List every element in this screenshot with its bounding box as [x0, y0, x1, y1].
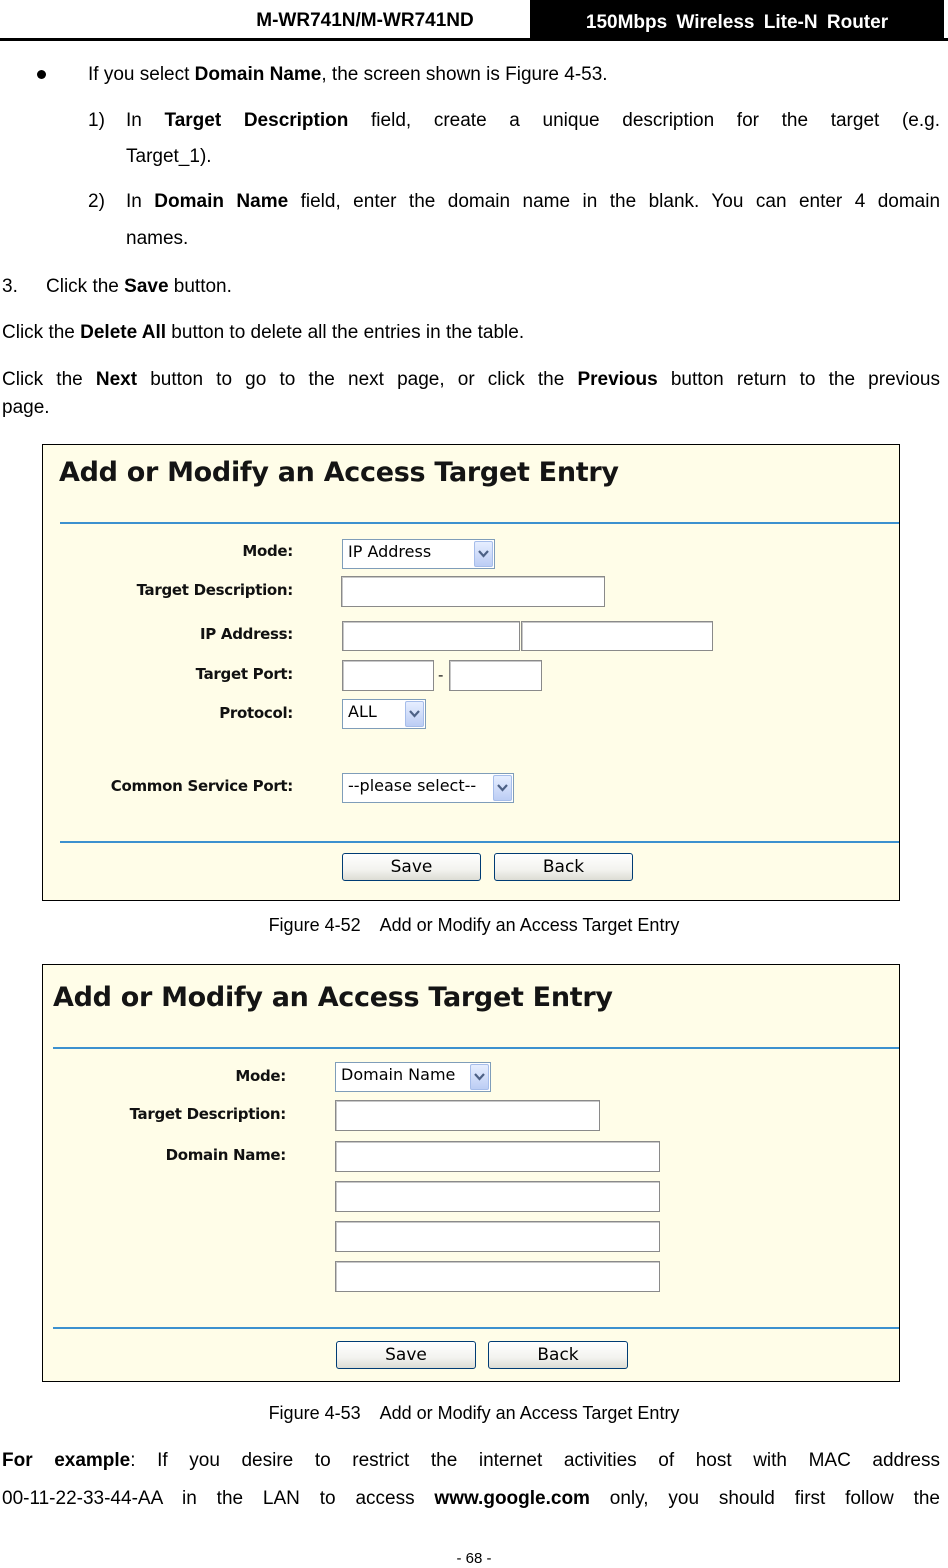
protocol-select[interactable] [342, 699, 426, 729]
bullet-icon [37, 70, 46, 79]
title-rule [60, 522, 900, 524]
mode-select-value: IP Address [348, 542, 432, 561]
step-2-text-line2: names. [126, 228, 189, 249]
step-3-text: Click the Save button. [46, 276, 232, 297]
model-name: M-WR741N/M-WR741ND [256, 10, 474, 31]
protocol-select-value: ALL [348, 702, 377, 721]
page-number: - 68 - [456, 1550, 492, 1567]
figure-4-53 [42, 964, 900, 1382]
mode-label: Mode: [235, 1067, 286, 1085]
domain-name-input-2[interactable] [335, 1181, 660, 1212]
protocol-label: Protocol: [219, 704, 293, 722]
common-service-port-value: --please select-- [348, 776, 477, 795]
common-service-port-label: Common Service Port: [110, 777, 293, 795]
ip-address-label: IP Address: [199, 625, 293, 643]
target-description-input[interactable] [335, 1100, 600, 1131]
target-description-label: Target Description: [129, 1105, 286, 1123]
mode-select-value: Domain Name [341, 1065, 456, 1084]
mode-label: Mode: [242, 542, 293, 560]
chevron-down-icon[interactable] [470, 1064, 489, 1090]
back-button[interactable]: Back [494, 853, 633, 881]
next-previous-text-line2: page. [2, 397, 50, 418]
page-header [0, 0, 948, 40]
step-2-text: In Domain Name field, enter the domain name in the blank. You can enter 4 domain [126, 191, 941, 212]
product-name: 150Mbps Wireless Lite-N Router [530, 0, 944, 40]
delete-all-text: Click the Delete All button to delete all the entries in the table. [2, 322, 525, 343]
bottom-rule [53, 1327, 900, 1329]
step-1-text-line2: Target_1). [126, 146, 212, 167]
title-rule [53, 1047, 900, 1049]
save-button[interactable]: Save [342, 853, 481, 881]
target-port-label: Target Port: [195, 665, 293, 683]
target-port-start-input[interactable] [342, 660, 434, 691]
step-1-text: In Target Description field, create a unique description for the target (e.g. [126, 110, 940, 131]
chevron-down-icon[interactable] [405, 701, 424, 727]
domain-name-input-3[interactable] [335, 1221, 660, 1252]
header-rule [0, 38, 948, 41]
bullet-text: If you select Domain Name, the screen shown is Figure 4-53. [88, 64, 608, 85]
figure-title: Add or Modify an Access Target Entry [53, 982, 613, 1013]
bottom-rule [60, 841, 900, 843]
step-2-number: 2) [88, 191, 105, 212]
domain-name-input-1[interactable] [335, 1141, 660, 1172]
figure-title: Add or Modify an Access Target Entry [59, 457, 619, 488]
ip-address-end-input[interactable] [521, 621, 713, 651]
target-port-end-input[interactable] [449, 660, 542, 691]
example-text-line2: 00-11-22-33-44-AA in the LAN to access www.google.com only, you should first follow the [2, 1488, 940, 1509]
port-range-dash: - [438, 666, 444, 684]
chevron-down-icon[interactable] [493, 775, 512, 801]
target-description-input[interactable] [341, 576, 605, 607]
mode-select[interactable] [342, 539, 495, 569]
step-1-number: 1) [88, 110, 105, 131]
domain-name-input-4[interactable] [335, 1261, 660, 1292]
domain-name-label: Domain Name: [165, 1146, 286, 1164]
next-previous-text: Click the Next button to go to the next page, or click the Previous button return to the previous [2, 369, 940, 390]
step-3-number: 3. [2, 276, 18, 297]
save-button[interactable]: Save [336, 1341, 476, 1369]
target-description-label: Target Description: [136, 581, 293, 599]
back-button[interactable]: Back [488, 1341, 628, 1369]
example-text: For example: If you desire to restrict the internet activities of host with MAC address [2, 1450, 940, 1471]
ip-address-start-input[interactable] [342, 621, 520, 651]
figure-4-52-caption: Figure 4-52 Add or Modify an Access Target Entry [268, 915, 680, 935]
common-service-port-select[interactable] [342, 773, 514, 803]
figure-4-53-caption: Figure 4-53 Add or Modify an Access Target Entry [268, 1403, 680, 1423]
figure-4-52 [42, 444, 900, 901]
chevron-down-icon[interactable] [474, 541, 493, 567]
mode-select[interactable] [335, 1062, 491, 1092]
